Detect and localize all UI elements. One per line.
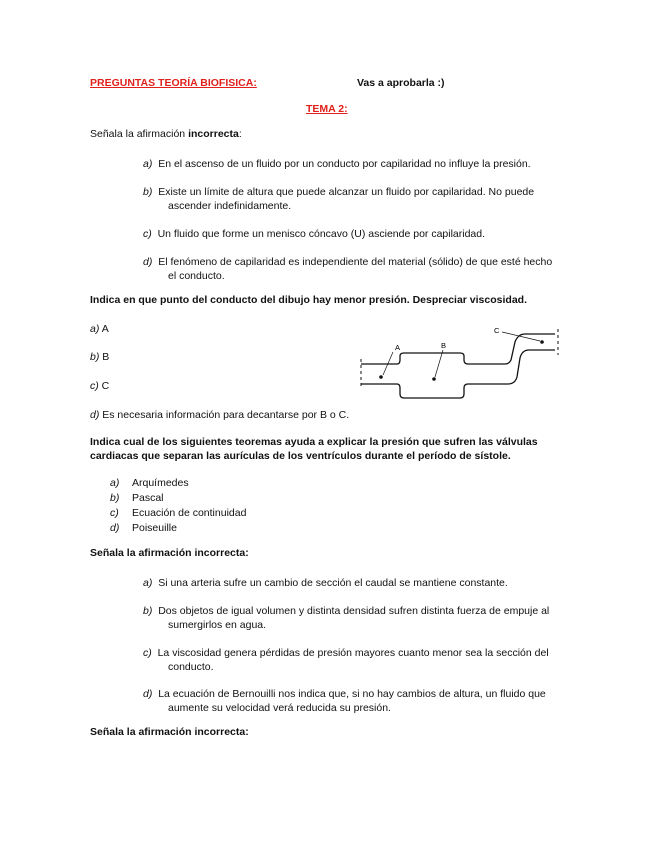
q1-option-c: [143, 227, 563, 241]
q4-option-letter: d): [143, 688, 153, 700]
q4-option-a: [143, 576, 563, 590]
q1-option-letter: b): [143, 186, 153, 198]
conduit-diagram: [355, 322, 570, 412]
q3-option-d: [110, 521, 246, 536]
label-b: B: [441, 341, 447, 350]
q2-option-text: C: [101, 380, 110, 392]
conduit-bottom-wall: [361, 350, 555, 398]
q3-options: [110, 476, 246, 536]
q3-option-text: Poiseuille: [132, 522, 177, 534]
q1-option-text: En el ascenso de un fluido por un conducto por capilaridad no influye la presión.: [158, 158, 531, 170]
q4-option-letter: b): [143, 605, 153, 617]
q2-option-letter: a): [90, 323, 100, 335]
q4-option-text: La ecuación de Bernouilli nos indica que, si no hay cambios de altura, un fluido que: [158, 688, 546, 700]
document-title: PREGUNTAS TEORÍA BIOFISICA:: [90, 77, 257, 89]
q2-question: Indica en que punto del conducto del dibujo hay menor presión. Despreciar viscosidad.: [90, 294, 527, 306]
q4-option-text: La viscosidad genera pérdidas de presión mayores cuanto menor sea la sección del: [157, 647, 549, 659]
q4-option-c: [143, 646, 563, 674]
q3-option-letter: b): [110, 492, 120, 504]
label-c: C: [494, 326, 500, 335]
q4-option-text-cont: sumergirlos en agua.: [168, 619, 267, 631]
leader-b: [435, 350, 443, 377]
q1-intro: [90, 128, 242, 140]
q1-option-letter: d): [143, 256, 153, 268]
q1-option-text: Un fluido que forme un menisco cóncavo (U) asciende por capilaridad.: [157, 228, 486, 240]
q3-option-c: [110, 506, 246, 521]
q3-option-text: Pascal: [132, 492, 164, 504]
q2-option-letter: d): [90, 409, 100, 421]
tema-heading: TEMA 2:: [306, 103, 348, 115]
q3-option-b: [110, 491, 246, 506]
q1-option-letter: a): [143, 158, 153, 170]
q2-option-letter: b): [90, 351, 100, 363]
q3-option-a: [110, 476, 246, 491]
q4-option-letter: c): [143, 647, 152, 659]
q3-option-text: Arquímedes: [132, 477, 189, 489]
point-b-dot: [432, 377, 436, 381]
q2-option-a: [90, 323, 109, 335]
q1-option-text-cont: el conducto.: [168, 270, 225, 282]
label-a: A: [395, 343, 401, 352]
q3-option-text: Ecuación de continuidad: [132, 507, 247, 519]
q2-option-letter: c): [90, 380, 99, 392]
q1-option-a: [143, 157, 563, 171]
q2-option-b: [90, 351, 109, 363]
q1-option-text: El fenómeno de capilaridad es independiente del material (sólido) de que esté hecho: [158, 256, 553, 268]
q4-option-b: [143, 604, 563, 632]
q1-option-text-cont: ascender indefinidamente.: [168, 200, 292, 212]
q3-question-line2: cardiacas que separan las aurículas de los ventrículos durante el período de sístole.: [90, 450, 511, 462]
q4-option-text-cont: aumente su velocidad verá reducida su presión.: [168, 702, 391, 714]
q3-question-line1: Indica cual de los siguientes teoremas ayuda a explicar la presión que sufren las válvulas: [90, 436, 538, 448]
q1-option-d: [143, 255, 563, 283]
q2-option-c: [90, 380, 109, 392]
q2-option-text: Es necesaria información para decantarse por B o C.: [102, 409, 350, 421]
q4-option-letter: a): [143, 577, 153, 589]
q1-option-letter: c): [143, 228, 152, 240]
q1-intro-bold: incorrecta: [188, 128, 239, 140]
q3-option-letter: c): [110, 507, 119, 519]
motto-text: Vas a aprobarla :): [357, 77, 445, 89]
q1-intro-suffix: :: [238, 128, 242, 140]
q2-option-text: B: [102, 351, 110, 363]
q4-option-text: Si una arteria sufre un cambio de sección el caudal se mantiene constante.: [158, 577, 508, 589]
q2-option-text: A: [101, 323, 109, 335]
q4-option-text: Dos objetos de igual volumen y distinta densidad sufren distinta fuerza de empuje al: [158, 605, 550, 617]
q1-option-b: [143, 185, 563, 213]
q3-option-letter: a): [110, 477, 120, 489]
q1-intro-prefix: Señala la afirmación: [90, 128, 189, 140]
q4-option-text-cont: conducto.: [168, 661, 214, 673]
q2-option-d: [90, 409, 349, 421]
q5-intro: Señala la afirmación incorrecta:: [90, 726, 249, 738]
q4-option-d: [143, 687, 563, 715]
q1-option-text: Existe un límite de altura que puede alcanzar un fluido por capilaridad. No puede: [158, 186, 535, 198]
point-a-dot: [379, 375, 383, 379]
q4-intro: Señala la afirmación incorrecta:: [90, 547, 249, 559]
q3-option-letter: d): [110, 522, 120, 534]
point-c-dot: [540, 340, 544, 344]
